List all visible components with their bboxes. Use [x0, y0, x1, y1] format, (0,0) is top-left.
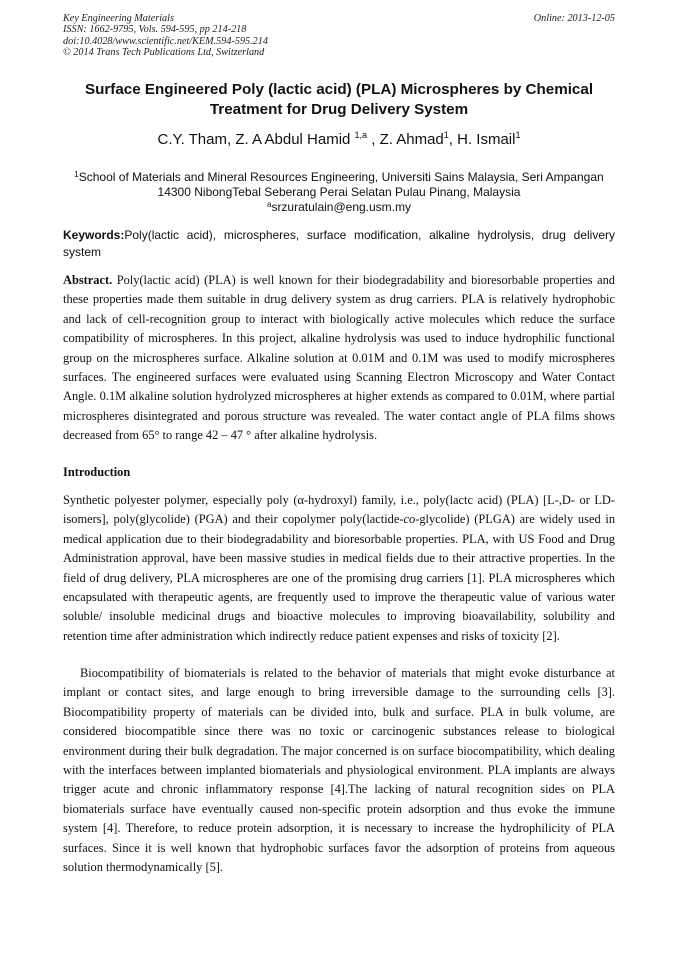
- author-list: [63, 131, 615, 149]
- paragraph-1-text-b: -glycolide) (PLGA) are widely used in medical application due to their biodegradability and bioresorbable properties. PLA, with US Food and Drug Administration approval, have been massive studies in medical fields due to their attractive properties. In the field of drug delivery, PLA microspheres are one of the promising drug carriers [1]. PLA microspheres which encapsulated with therapeutic agents, are frequently used to improve the therapeutic value of various water soluble/ insoluble medicinal drugs and bioactive molecules to improving bioavailability, solubility and retention time after administration which indirectly reduce patient expenses and risks of toxicity [2].: [63, 512, 616, 643]
- author-1-affil: 1,a: [354, 130, 368, 140]
- email-marker: a: [266, 199, 272, 209]
- online-date: Online: 2013-12-05: [533, 13, 615, 24]
- affiliation: [63, 170, 615, 214]
- paragraph-1-co-italic: co: [403, 512, 416, 527]
- abstract: [63, 271, 615, 446]
- author-1: C.Y. Tham, Z. A Abdul Hamid: [157, 131, 355, 148]
- email-address: srzuratulain@eng.usm.my: [271, 199, 412, 214]
- keywords-label: Keywords:: [63, 228, 125, 242]
- affiliation-text: School of Materials and Mineral Resources Engineering, Universiti Sains Malaysia, Seri Ampangan 14300 NibongTebal Seberang Perai Selatan Pulau Pinang, Malaysia: [78, 170, 604, 199]
- abstract-label: Abstract.: [63, 273, 113, 287]
- author-2-affil: 1: [443, 130, 449, 140]
- doi-line: doi:10.4028/www.scientific.net/KEM.594-595.214: [63, 35, 268, 47]
- contact-email: [63, 200, 615, 215]
- affiliation-address: [63, 170, 615, 200]
- section-heading-introduction: Introduction: [63, 465, 131, 479]
- journal-name: Key Engineering Materials: [63, 13, 174, 24]
- paper-title: Surface Engineered Poly (lactic acid) (PLA) Microspheres by Chemical Treatment for Drug Delivery System: [84, 81, 594, 118]
- copyright-line: © 2014 Trans Tech Publications Ltd, Switzerland: [63, 47, 265, 59]
- paragraph-1-text-a: Synthetic polyester polymer, especially poly (α-hydroxyl) family, i.e., poly(lactc acid) (PLA) [L-,D- or LD-isomers], poly(glycolide) (PGA) and their copolymer poly(lactide-: [63, 493, 615, 527]
- author-3: , H. Ismail: [448, 131, 516, 148]
- author-3-affil: 1: [515, 130, 521, 140]
- keywords: [63, 227, 615, 260]
- affiliation-marker: 1: [74, 170, 79, 179]
- author-2: , Z. Ahmad: [367, 131, 444, 148]
- introduction-paragraph-2: Biocompatibility of biomaterials is related to the behavior of materials that might evoke disturbance at implant or contact sites, and large enough to bring irreversible damage to the surrounding cells [3]. Biocompatibility property of materials can be divided into, bulk and surface. PLA in bulk volume, are considered biocompatible since there was no toxic or carcinogenic substances release to biological environment during their bulk degradation. The major concerned is on surface biocompatibility, which dealing with the interfaces between implanted biomaterials and physiological environment. PLA implants are always trigger acute and chronic inflammatory response [4].The lacking of natural recognition sides on PLA biomaterials surface have eventually caused non-specific protein adsorption and thus evoke the immune system [4]. Therefore, to reduce protein adsorption, it is necessary to increase the hydrophilicity of PLA surfaces. Since it is well known that hydrophobic surfaces favor the adsorption of proteins from aqueous solution thermodynamically [5].: [63, 666, 615, 875]
- publication-info: [63, 13, 268, 59]
- keywords-text: Poly(lactic acid), microspheres, surface modification, alkaline hydrolysis, drug delivery system: [63, 228, 615, 259]
- introduction-paragraph-1: [63, 491, 615, 646]
- abstract-text: Poly(lactic acid) (PLA) is well known for their biodegradability and bioresorbable properties and these properties made them suitable in drug delivery system as drug carriers. PLA is relatively hydrophobic and lack of cell-recognition group to interact with biologically active molecules which reduce the surface compatibility of microspheres. In this project, alkaline hydrolysis was used to induce hydrophilic functional group on the microspheres surface. Alkaline solution at 0.01M and 0.1M was used to modify microspheres surfaces. The engineered surfaces were evaluated using Scanning Electron Microscopy and Water Contact Angle. 0.1M alkaline solution hydrolyzed microspheres at higher extends as compared to 0.01M, where partial microspheres disintegrated and porous structure was revealed. The water contact angle of PLA films shows decreased from 65° to range 42 – 47 ° after alkaline hydrolysis.: [63, 273, 615, 443]
- issn-line: ISSN: 1662-9795, Vols. 594-595, pp 214-218: [63, 24, 247, 36]
